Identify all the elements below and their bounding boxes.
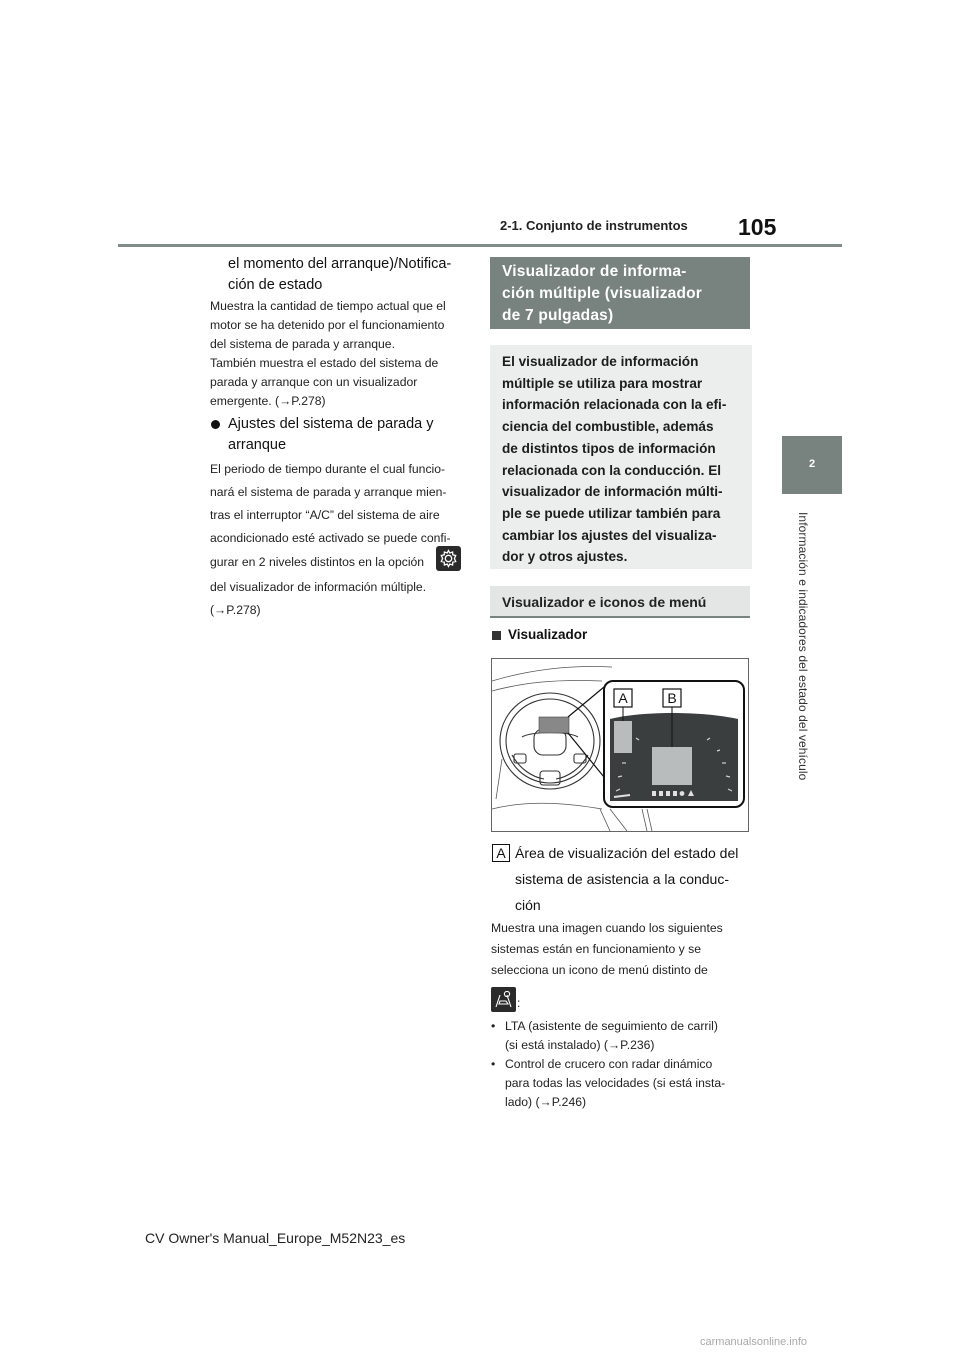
- intro-line: El visualizador de información: [502, 354, 699, 369]
- text-line: selecciona un icono de menú distinto de: [491, 963, 708, 977]
- text-line: motor se ha detenido por el funcionamiento: [210, 318, 445, 332]
- text-line: Control de crucero con radar dinámico: [505, 1057, 713, 1071]
- text-line: nará el sistema de parada y arranque mien-: [210, 485, 447, 499]
- section-heading-line: Visualizador de informa-: [502, 263, 687, 280]
- subsection-heading: Visualizador e iconos de menú: [490, 586, 750, 618]
- settings-tail: [210, 576, 472, 622]
- callout-b-label: B: [667, 690, 677, 706]
- callout-a-label: A: [618, 690, 628, 706]
- cluster-drawing: [492, 659, 748, 831]
- icon-colon: :: [517, 996, 521, 1010]
- text-line: LTA (asistente de seguimiento de carril): [505, 1019, 718, 1033]
- text-line: El periodo de tiempo durante el cual funcio-: [210, 462, 446, 476]
- chapter-title: Información e indicadores del estado del vehículo: [796, 512, 810, 781]
- text-line: sistemas están en funcionamiento y se: [491, 942, 702, 956]
- intro-line: de distintos tipos de información: [502, 440, 716, 456]
- icon-line-text: gurar en 2 niveles distintos en la opción: [210, 555, 425, 569]
- header-divider: [118, 244, 842, 247]
- stop-start-settings-paragraph: [210, 458, 472, 550]
- page-reference[interactable]: (→P.278): [210, 603, 261, 617]
- text-line: tras el interruptor “A/C” del sistema de aire: [210, 508, 440, 522]
- text-line: para todas las velocidades (si está insta-: [505, 1076, 726, 1090]
- manual-identifier: CV Owner's Manual_Europe_M52N23_es: [145, 1230, 406, 1246]
- section-heading-line: de 7 pulgadas): [502, 307, 614, 324]
- text-line: parada y arranque con un visualizador: [210, 375, 418, 389]
- text-line: del visualizador de información múltiple.: [210, 580, 427, 594]
- page-reference[interactable]: (si está instalado) (→P.236): [505, 1038, 655, 1052]
- text-line: Muestra una imagen cuando los siguientes: [491, 921, 723, 935]
- intro-panel: [490, 345, 752, 569]
- item-a-paragraph: [491, 918, 753, 981]
- text-line: sistema de asistencia a la conduc-: [515, 871, 729, 887]
- continued-heading: [228, 254, 468, 296]
- instrument-cluster-illustration: [491, 658, 749, 832]
- item-a-label: A: [492, 844, 510, 862]
- text-line: También muestra el estado del sistema de: [210, 356, 439, 370]
- bullet-heading-line: arranque: [228, 437, 287, 453]
- text-line: ción: [515, 897, 541, 913]
- intro-line: ple se puede utilizar también para: [502, 505, 721, 521]
- bullet-dot: [211, 420, 220, 429]
- watermark: carmanualsonline.info: [700, 1336, 808, 1348]
- intro-line: dor y otros ajustes.: [502, 549, 628, 565]
- display-subheading: Visualizador: [508, 627, 588, 642]
- list-bullet: •: [491, 1057, 496, 1071]
- text-line: acondicionado esté activado se puede confi-: [210, 531, 451, 545]
- bullet-heading: [228, 414, 468, 456]
- list-item: [491, 1017, 753, 1057]
- text-line: Área de visualización del estado del: [515, 845, 739, 861]
- text-line: Muestra la cantidad de tiempo actual que el: [210, 299, 446, 313]
- chapter-number: 2: [808, 458, 816, 470]
- list-bullet: •: [491, 1019, 496, 1033]
- section-title: 2-1. Conjunto de instrumentos: [500, 218, 688, 233]
- bullet-heading-line: Ajustes del sistema de parada y: [228, 416, 434, 432]
- gear-icon: [436, 546, 461, 571]
- square-bullet: [492, 631, 501, 640]
- intro-line: cambiar los ajustes del visualiza-: [502, 527, 717, 543]
- text-line: del sistema de parada y arranque.: [210, 337, 395, 351]
- intro-line: relacionada con la conducción. El: [502, 462, 722, 478]
- text-line: emergente. (→P.278): [210, 394, 326, 408]
- continued-heading-line: el momento del arranque)/Notifica-: [228, 256, 452, 272]
- list-item: [491, 1055, 753, 1115]
- intro-line: información relacionada con la efi-: [502, 397, 727, 413]
- stop-start-paragraph: [210, 297, 472, 411]
- intro-line: ciencia del combustible, además: [502, 419, 714, 435]
- intro-line: múltiple se utiliza para mostrar: [502, 375, 703, 391]
- page-number: 105: [738, 214, 777, 240]
- intro-line: visualizador de información múlti-: [502, 484, 723, 500]
- page-reference[interactable]: lado) (→P.246): [505, 1095, 587, 1109]
- continued-heading-line: ción de estado: [228, 277, 323, 293]
- section-heading: [490, 257, 750, 329]
- item-a-description: [515, 840, 755, 918]
- driver-assist-icon: [491, 987, 516, 1012]
- section-heading-line: ción múltiple (visualizador: [502, 285, 703, 302]
